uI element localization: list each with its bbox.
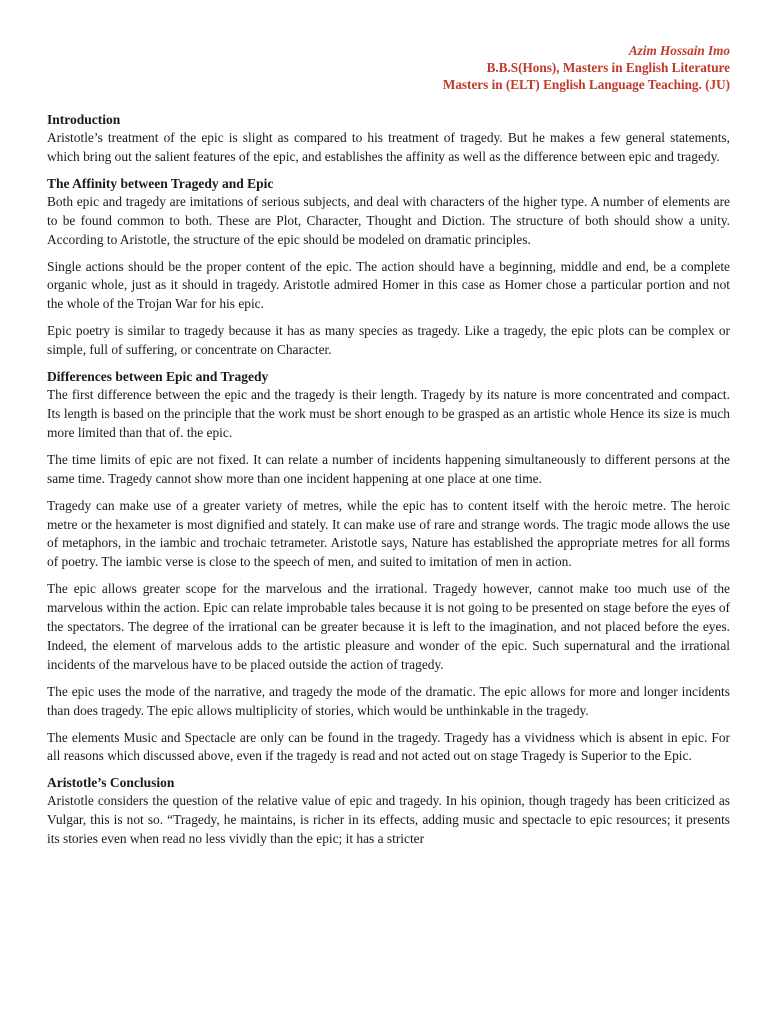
section-heading: Introduction	[47, 112, 121, 127]
author-degree-2: Masters in (ELT) English Language Teaching. (JU)	[442, 77, 730, 92]
paragraph: The elements Music and Spectacle are only can be found in the tragedy. Tragedy has a vividness which is absent in epic. For all reasons which discussed above, even if the tragedy is read and not acted out on stage Tragedy is Superior to the Epic.	[47, 729, 730, 764]
section-affinity	[47, 175, 730, 360]
author-block	[47, 42, 730, 93]
author-degree-1: B.B.S(Hons), Masters in English Literature	[486, 60, 730, 75]
paragraph: The time limits of epic are not fixed. It can relate a number of incidents happening simultaneously to different persons at the same time. Tragedy cannot show more than one incident happening at one place at one time.	[47, 451, 730, 486]
paragraph: The first difference between the epic and the tragedy is their length. Tragedy by its nature is more concentrated and compact. Its length is based on the principle that the work must be short enough to be grasped as an artistic whole Hence its size is much more limited than that of. the epic.	[47, 387, 730, 440]
section-differences	[47, 368, 730, 766]
section-heading: The Affinity between Tragedy and Epic	[47, 175, 274, 191]
paragraph: Single actions should be the proper content of the epic. The action should have a beginning, middle and end, be a complete organic whole, just as it should in tragedy. Aristotle admired Homer in this case as Homer chose a particular portion and not the whole of the Trojan War for his epic.	[47, 258, 730, 312]
author-name: Azim Hossain Imo	[628, 43, 730, 58]
paragraph: Aristotle’s treatment of the epic is slight as compared to his treatment of tragedy. But he makes a few general statements, which bring out the salient features of the epic, and establishes the affinity as well as the difference between epic and tragedy.	[47, 130, 730, 164]
section-heading: Aristotle’s Conclusion	[47, 775, 175, 791]
section-heading: Differences between Epic and Tragedy	[47, 369, 269, 385]
section-introduction	[47, 111, 730, 167]
section-conclusion	[47, 774, 730, 849]
paragraph: The epic uses the mode of the narrative, and tragedy the mode of the dramatic. The epic allows for more and longer incidents than does tragedy. The epic allows multiplicity of stories, which would be unthinkable in the tragedy.	[47, 683, 730, 718]
paragraph: Epic poetry is similar to tragedy because it has as many species as tragedy. Like a tragedy, the epic plots can be complex or simple, full of suffering, or concentrate on Character.	[47, 323, 730, 358]
paragraph: Both epic and tragedy are imitations of serious subjects, and deal with characters of the higher type. A number of elements are to be found common to both. These are Plot, Character, Thought and Diction. The structure of both should show a unity. According to Aristotle, the structure of the epic should be modeled on dramatic principles.	[47, 193, 730, 247]
paragraph: The epic allows greater scope for the marvelous and the irrational. Tragedy however, cannot make too much use of the marvelous within the action. Epic can relate improbable tales because it is not going to be presented on stage before the eyes of the spectators. The degree of the irrational can be greater because it is left to the imagination, and not placed before the eyes. Indeed, the element of marvelous adds to the artistic pleasure and wonder of the epic. Such supernatural and the irrational incidents of the marvelous have to be placed outside the action of tragedy.	[47, 581, 730, 672]
paragraph: Tragedy can make use of a greater variety of metres, while the epic has to content itself with the heroic metre. The heroic metre or the hexameter is most dignified and stately. It can make use of rare and strange words. The tragic mode allows the use of metaphors, in the iambic and trochaic tetrameter. Aristotle says, Nature has established the appropriate metres for all forms of poetry. The iambic verse is close to the speech of men, and suited to imitation of men in action.	[47, 497, 730, 570]
paragraph: Aristotle considers the question of the relative value of epic and tragedy. In his opinion, though tragedy has been criticized as Vulgar, this is not so. “Tragedy, he maintains, is richer in its effects, adding music and spectacle to epic resources; it presents its stories even when read no less vividly than the epic; it has a stricter	[47, 793, 730, 847]
